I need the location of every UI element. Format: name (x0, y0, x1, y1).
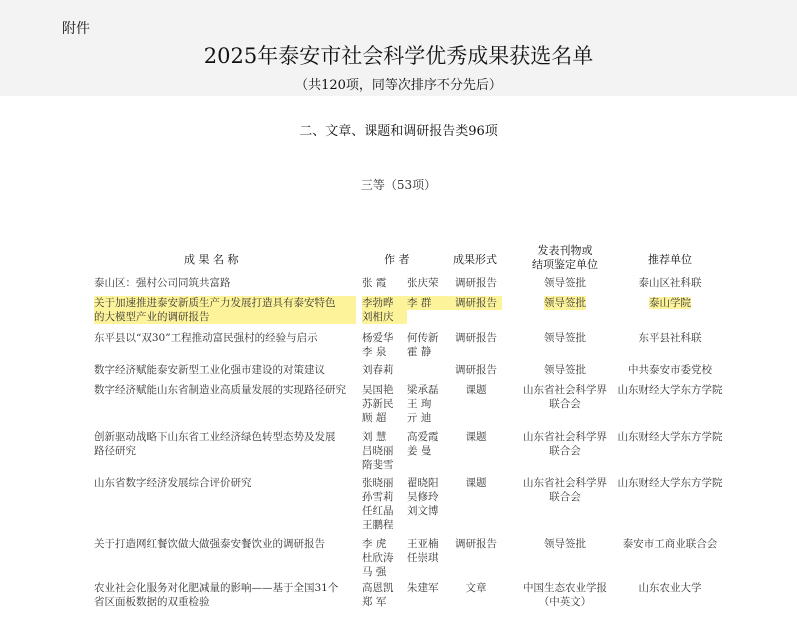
row-title-line: 路径研究 (94, 445, 136, 457)
row-form: 课题 (465, 431, 487, 443)
author-name: 郑 军 (362, 596, 387, 608)
row-unit (610, 331, 730, 345)
publisher-line: （中英文） (538, 596, 592, 608)
row-authors (362, 331, 458, 359)
col-header-unit: 推荐单位 (648, 253, 692, 266)
row-authors (362, 383, 458, 425)
publisher-line: 领导签批 (544, 364, 586, 376)
row-title (94, 363, 356, 377)
publisher-line: 联合会 (549, 445, 581, 457)
row-title-line: 农业社会化服务对化肥减量的影响——基于全国31个 (94, 582, 339, 594)
publisher-line: 山东省社会科学界 (523, 477, 607, 489)
col-header-authors: 作 者 (384, 253, 410, 266)
row-unit-text: 山东财经大学东方学院 (617, 431, 723, 443)
publisher-line: 领导签批 (544, 277, 586, 289)
author-name: 姜 曼 (407, 445, 432, 457)
author-name: 马 强 (362, 566, 387, 578)
row-publisher (505, 296, 625, 310)
author-name: 吴修玲 (407, 491, 439, 503)
row-title-line: 省区面板数据的双重检验 (94, 596, 210, 608)
author-name: 梁承磊 (407, 384, 439, 396)
author-name: 亓 迪 (407, 412, 432, 424)
author-name: 李勃晔 (362, 296, 407, 310)
row-authors (362, 430, 458, 472)
author-name: 王亚楠 (407, 538, 439, 550)
row-unit (610, 296, 730, 310)
row-publisher (505, 363, 625, 377)
col-header-form: 成果形式 (453, 253, 497, 266)
row-unit (610, 276, 730, 290)
row-unit (610, 383, 730, 397)
col-header-publisher-line1: 发表刊物或 (537, 244, 593, 257)
author-name: 顾 超 (362, 412, 387, 424)
page-title: 2025年泰安市社会科学优秀成果获选名单 (203, 44, 594, 68)
row-form: 课题 (465, 384, 487, 396)
row-unit (610, 581, 730, 595)
grade-heading: 三等（53项） (360, 178, 437, 192)
author-name: 任崇琪 (407, 552, 439, 564)
row-form: 文章 (465, 582, 487, 594)
row-authors (362, 276, 458, 290)
publisher-line: 领导签批 (544, 297, 586, 309)
author-name: 李 泉 (362, 346, 387, 358)
author-name: 刘春莉 (362, 364, 394, 376)
col-header-title: 成 果 名 称 (184, 253, 239, 266)
row-title-line: 泰山区：强村公司同筑共富路 (94, 277, 231, 289)
author-name: 张庆荣 (407, 277, 439, 289)
author-name: 杜欣涛 (362, 552, 394, 564)
row-unit-text: 山东财经大学东方学院 (617, 384, 723, 396)
row-form: 调研报告 (450, 296, 502, 310)
row-form: 调研报告 (455, 277, 497, 289)
row-publisher (505, 581, 625, 609)
row-unit-text: 泰安市工商业联合会 (622, 538, 718, 550)
row-publisher (505, 476, 625, 504)
publisher-line: 山东省社会科学界 (523, 384, 607, 396)
row-title-line: 东平县以“双30”工程推动富民强村的经验与启示 (94, 332, 318, 344)
row-unit-text: 中共泰安市委党校 (628, 364, 712, 376)
author-name: 任红晶 (362, 505, 394, 517)
publisher-line: 山东省社会科学界 (523, 431, 607, 443)
author-name: 李 虎 (362, 538, 387, 550)
author-name: 杨爱华 (362, 332, 394, 344)
author-name: 王鹏程 (362, 519, 394, 531)
row-publisher (505, 430, 625, 458)
row-publisher (505, 383, 625, 411)
row-unit (610, 476, 730, 490)
author-name: 孙雪莉 (362, 491, 394, 503)
row-title-line: 数字经济赋能泰安新型工业化强市建设的对策建议 (94, 364, 325, 376)
row-form: 调研报告 (455, 332, 497, 344)
row-publisher (505, 331, 625, 345)
row-title (94, 383, 356, 397)
row-unit-text: 山东财经大学东方学院 (617, 477, 723, 489)
row-authors (362, 363, 458, 377)
author-name: 吕晓丽 (362, 445, 394, 457)
author-name: 朱建军 (407, 582, 439, 594)
row-title-line: 数字经济赋能山东省制造业高质量发展的实现路径研究 (94, 384, 346, 396)
author-name: 刘 慧 (362, 431, 387, 443)
row-title-line: 关于加速推进泰安新质生产力发展打造具有泰安特色 (94, 296, 356, 310)
author-name: 高恩凯 (362, 582, 394, 594)
row-authors (362, 476, 458, 532)
row-title (94, 537, 356, 551)
row-authors (362, 296, 458, 324)
author-name: 隋斐雪 (362, 459, 394, 471)
page-subtitle: （共120项，同等次排序不分先后） (295, 78, 502, 93)
author-name: 张 霞 (362, 277, 387, 289)
attachment-label: 附件 (62, 21, 90, 37)
col-header-publisher-line2: 结项鉴定单位 (532, 258, 598, 271)
row-authors (362, 581, 458, 609)
author-name: 刘文博 (407, 505, 439, 517)
row-unit-text: 东平县社科联 (638, 332, 702, 344)
row-unit-text: 泰山学院 (649, 297, 691, 309)
row-publisher (505, 276, 625, 290)
row-publisher (505, 537, 625, 551)
row-authors (362, 537, 458, 579)
author-name: 王 珣 (407, 398, 432, 410)
author-name: 张晓丽 (362, 477, 394, 489)
row-unit (610, 363, 730, 377)
row-unit (610, 430, 730, 444)
author-name: 高爱霞 (407, 431, 439, 443)
author-name: 何传新 (407, 332, 439, 344)
author-name: 翟晓阳 (407, 477, 439, 489)
row-form: 调研报告 (455, 364, 497, 376)
publisher-line: 领导签批 (544, 538, 586, 550)
publisher-line: 领导签批 (544, 332, 586, 344)
author-name: 吴国艳 (362, 384, 394, 396)
row-unit-text: 泰山区社科联 (638, 277, 702, 289)
row-unit (610, 537, 730, 551)
row-title (94, 581, 356, 609)
publisher-line: 中国生态农业学报 (523, 582, 607, 594)
row-title-line: 关于打造网红餐饮做大做强泰安餐饮业的调研报告 (94, 538, 325, 550)
publisher-line: 联合会 (549, 491, 581, 503)
row-title (94, 430, 356, 458)
row-title (94, 276, 356, 290)
row-title (94, 296, 356, 324)
col-header-publisher (510, 244, 620, 272)
row-form: 课题 (465, 477, 487, 489)
author-name: 李 群 (407, 296, 452, 310)
author-name: 霍 静 (407, 346, 432, 358)
row-title (94, 476, 356, 490)
row-title-line: 创新驱动战略下山东省工业经济绿色转型态势及发展 (94, 431, 336, 443)
row-form: 调研报告 (455, 538, 497, 550)
publisher-line: 联合会 (549, 398, 581, 410)
row-title-line: 的大模型产业的调研报告 (94, 310, 356, 324)
section-heading: 二、文章、课题和调研报告类96项 (299, 124, 498, 139)
author-name: 苏新民 (362, 398, 394, 410)
author-name: 刘相庆 (362, 310, 407, 324)
row-title-line: 山东省数字经济发展综合评价研究 (94, 477, 252, 489)
row-unit-text: 山东农业大学 (638, 582, 702, 594)
row-title (94, 331, 356, 345)
